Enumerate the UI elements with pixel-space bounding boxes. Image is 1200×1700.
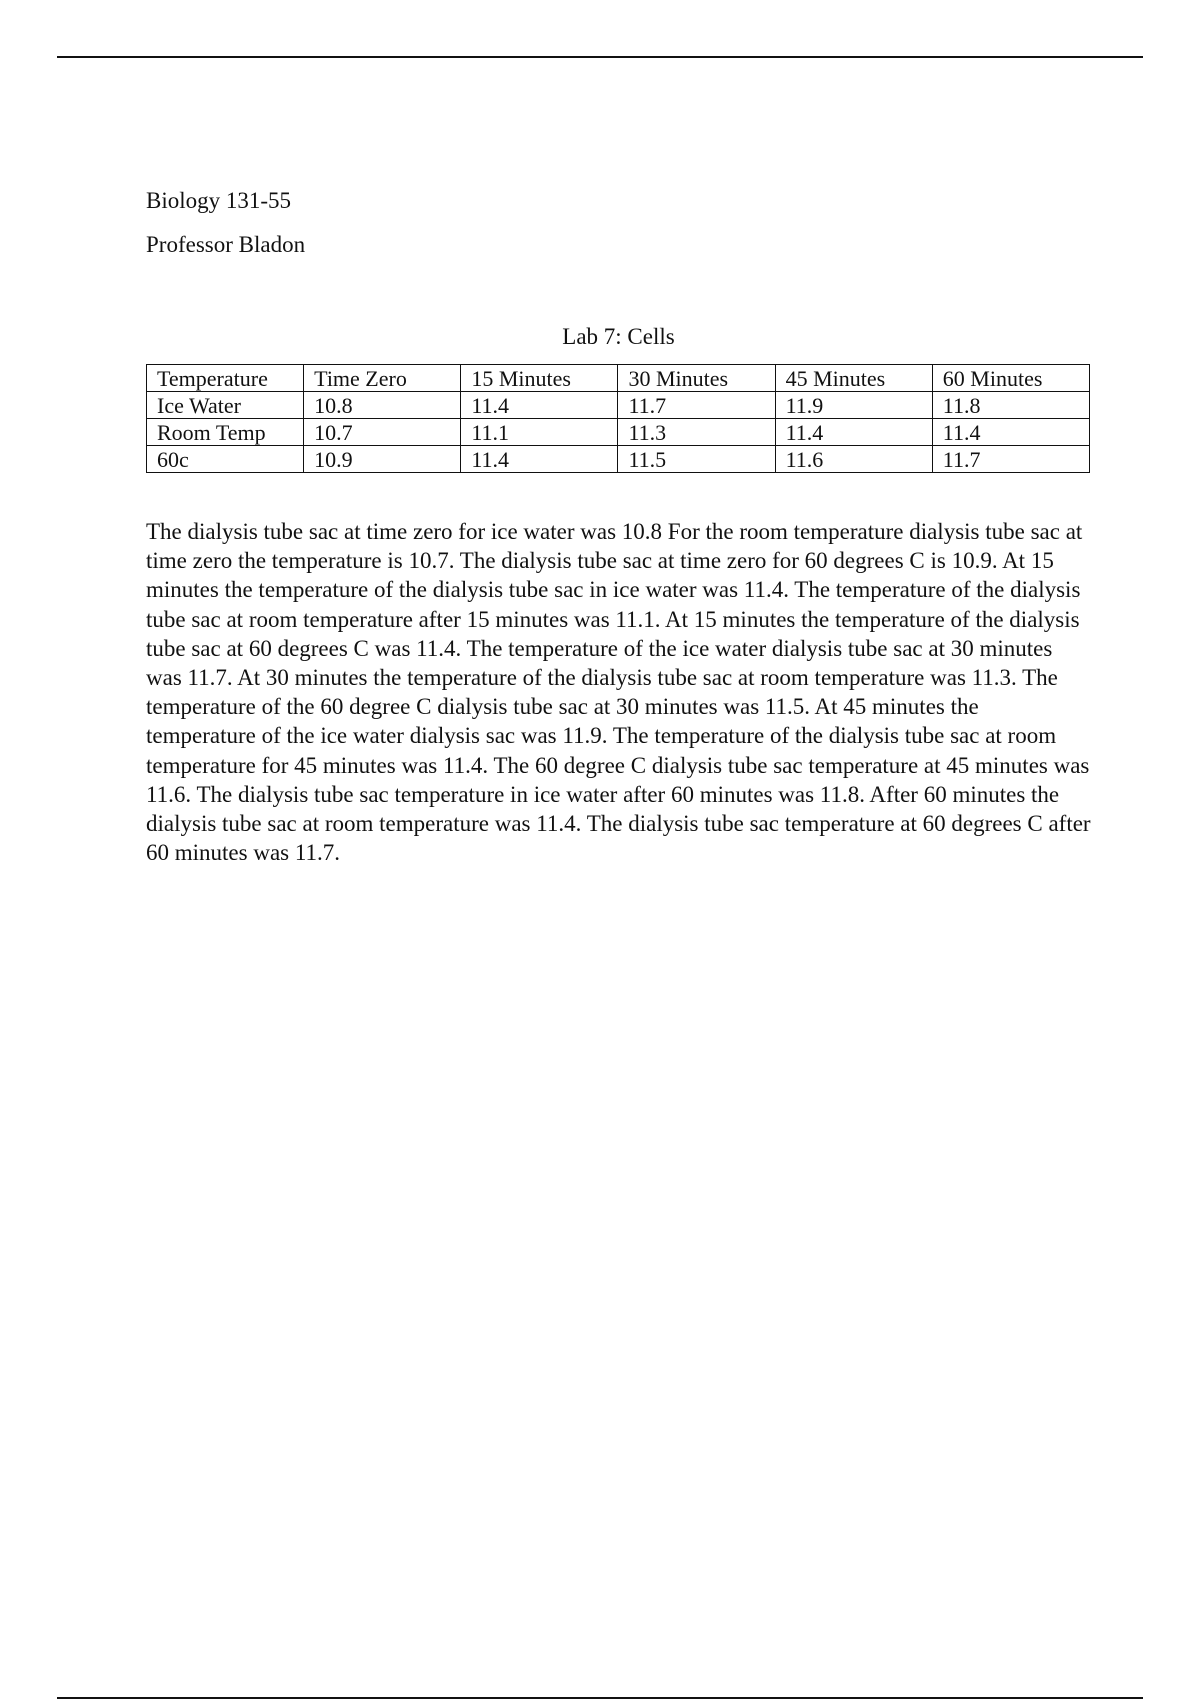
column-header: Time Zero [304,365,461,392]
table-cell: 11.4 [775,419,932,446]
table-cell: 11.5 [618,446,775,473]
professor-line: Professor Bladon [146,232,306,257]
table-cell: 11.4 [461,392,618,419]
table-cell: Ice Water [147,392,304,419]
table-cell: 11.7 [932,446,1089,473]
table-cell: Room Temp [147,419,304,446]
table-row [147,419,1090,446]
table-cell: 11.4 [932,419,1089,446]
table-cell: 11.4 [461,446,618,473]
table-cell: 60c [147,446,304,473]
column-header: 45 Minutes [775,365,932,392]
table-row [147,392,1090,419]
table-cell: 11.8 [932,392,1089,419]
column-header: Temperature [147,365,304,392]
table-header-row [147,365,1090,392]
column-header: 60 Minutes [932,365,1089,392]
table-row [147,446,1090,473]
top-rule [57,56,1143,58]
table-cell: 11.9 [775,392,932,419]
bottom-rule [57,1697,1143,1699]
table-cell: 11.7 [618,392,775,419]
table-cell: 10.7 [304,419,461,446]
table-cell: 10.9 [304,446,461,473]
table-cell: 11.1 [461,419,618,446]
column-header: 15 Minutes [461,365,618,392]
document-title: Lab 7: Cells [562,324,675,349]
table-cell: 11.6 [775,446,932,473]
column-header: 30 Minutes [618,365,775,392]
document-content [146,188,1091,867]
results-paragraph: The dialysis tube sac at time zero for ice water was 10.8 For the room temperature dialysis tube sac at time zero the temperature is 10.7. The dialysis tube sac at time zero for 60 degrees C is 10.9. At 15 minutes the temperature of the dialysis tube sac in ice water was 11.4. The temperature of the dialysis tube sac at room temperature after 15 minutes was 11.1. At 15 minutes the temperature of the dialysis tube sac at 60 degrees C was 11.4. The temperature of the ice water dialysis tube sac at 30 minutes was 11.7. At 30 minutes the temperature of the dialysis tube sac at room temperature was 11.3. The temperature of the 60 degree C dialysis tube sac at 30 minutes was 11.5. At 45 minutes the temperature of the ice water dialysis sac was 11.9. The temperature of the dialysis tube sac at room temperature for 45 minutes was 11.4. The 60 degree C dialysis tube sac temperature at 45 minutes was 11.6. The dialysis tube sac temperature in ice water after 60 minutes was 11.8. After 60 minutes the dialysis tube sac at room temperature was 11.4. The dialysis tube sac temperature at 60 degrees C after 60 minutes was 11.7. [146,519,1091,866]
temperature-table [146,364,1090,473]
table-cell: 10.8 [304,392,461,419]
table-cell: 11.3 [618,419,775,446]
course-line: Biology 131-55 [146,188,292,213]
